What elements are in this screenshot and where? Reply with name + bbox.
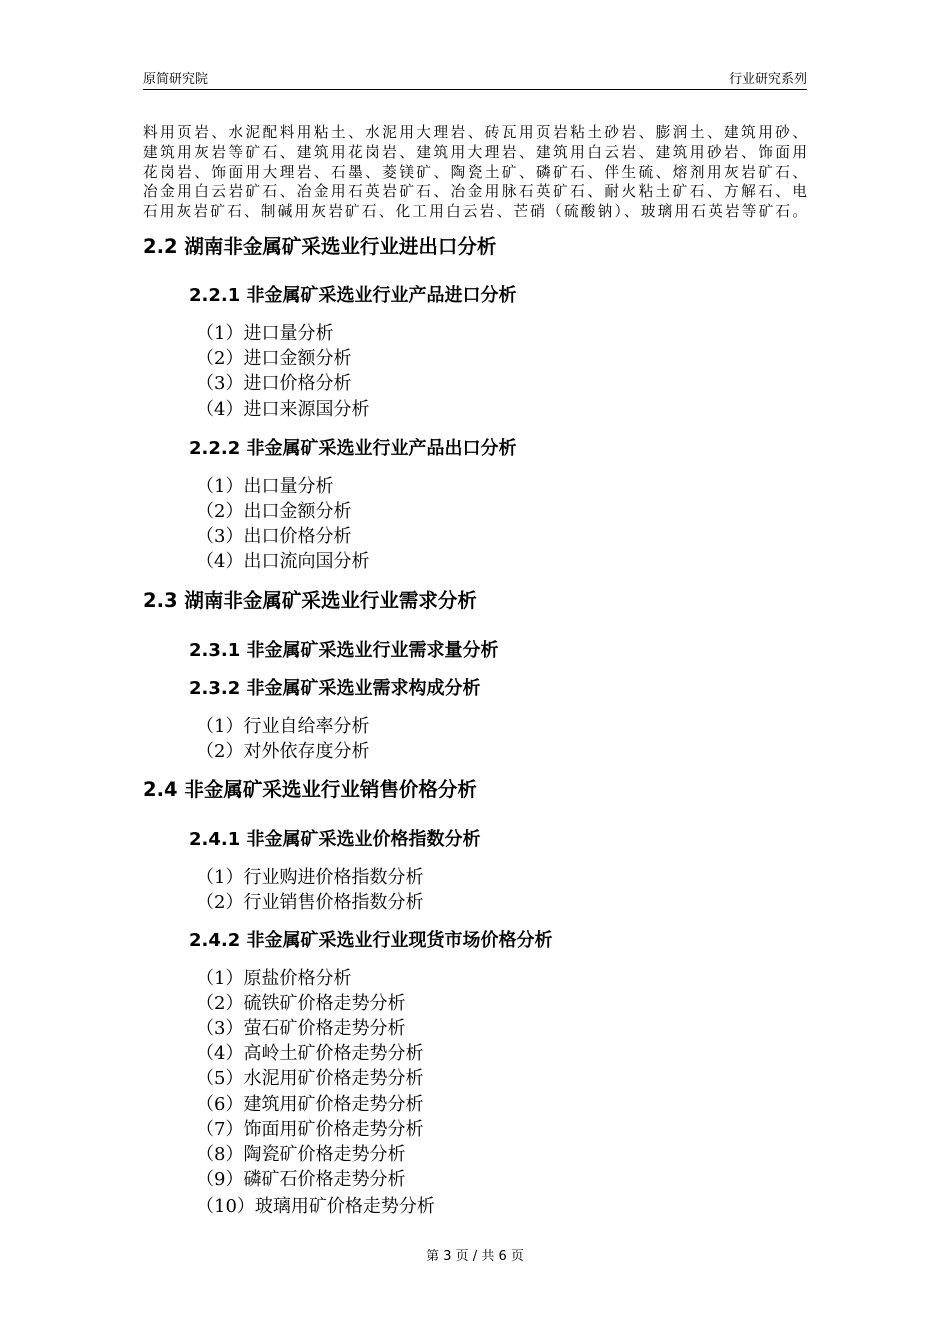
list-item: （1）行业自给率分析 [196,716,370,737]
list-item: （1）进口量分析 [196,323,334,344]
list-item: （2）硫铁矿价格走势分析 [196,993,406,1014]
list-item: （4）高岭土矿价格走势分析 [196,1043,424,1064]
list-item: （6）建筑用矿价格走势分析 [196,1094,424,1115]
list-item: （2）行业销售价格指数分析 [196,892,424,913]
page-number: 第 3 页 / 共 6 页 [426,1249,524,1264]
list-item: （1）出口量分析 [196,476,334,497]
paragraph-line: 建筑用灰岩等矿石、建筑用花岗岩、建筑用大理岩、建筑用白云岩、建筑用砂岩、饰面用 [143,144,807,161]
list-item: （1）行业购进价格指数分析 [196,867,424,888]
subsection-heading: 2.3.2 非金属矿采选业需求构成分析 [189,678,481,699]
list-item: （10）玻璃用矿价格走势分析 [196,1196,435,1217]
list-item: （3）出口价格分析 [196,526,352,547]
section-heading: 2.3 湖南非金属矿采选业行业需求分析 [143,589,477,612]
list-item: （2）进口金额分析 [196,348,352,369]
list-item: （3）萤石矿价格走势分析 [196,1018,406,1039]
section-heading: 2.4 非金属矿采选业行业销售价格分析 [143,778,477,801]
subsection-heading: 2.2.2 非金属矿采选业行业产品出口分析 [189,438,517,459]
section-heading: 2.2 湖南非金属矿采选业行业进出口分析 [143,235,497,258]
paragraph-line: 料用页岩、水泥配料用粘土、水泥用大理岩、砖瓦用页岩粘土砂岩、膨润土、建筑用砂、 [143,124,807,141]
paragraph-line: 冶金用白云岩矿石、冶金用石英岩矿石、冶金用脉石英矿石、耐火粘土矿石、方解石、电 [143,183,807,200]
subsection-heading: 2.4.1 非金属矿采选业价格指数分析 [189,829,481,850]
subsection-heading: 2.4.2 非金属矿采选业行业现货市场价格分析 [189,930,553,951]
list-item: （4）出口流向国分析 [196,551,370,572]
header-series-name: 行业研究系列 [728,72,807,87]
list-item: （5）水泥用矿价格走势分析 [196,1068,424,1089]
list-item: （7）饰面用矿价格走势分析 [196,1119,424,1140]
header-divider [143,89,807,90]
header-org-name: 原简研究院 [143,72,209,87]
list-item: （9）磷矿石价格走势分析 [196,1169,406,1190]
list-item: （1）原盐价格分析 [196,968,352,989]
paragraph-line: 石用灰岩矿石、制碱用灰岩矿石、化工用白云岩、芒硝（硫酸钠）、玻璃用石英岩等矿石。 [143,203,807,220]
list-item: （2）对外依存度分析 [196,741,370,762]
subsection-heading: 2.3.1 非金属矿采选业行业需求量分析 [189,640,499,661]
paragraph-line: 花岗岩、饰面用大理岩、石墨、菱镁矿、陶瓷土矿、磷矿石、伴生硫、熔剂用灰岩矿石、 [143,164,807,181]
subsection-heading: 2.2.1 非金属矿采选业行业产品进口分析 [189,285,517,306]
list-item: （3）进口价格分析 [196,373,352,394]
list-item: （2）出口金额分析 [196,501,352,522]
list-item: （4）进口来源国分析 [196,399,370,420]
list-item: （8）陶瓷矿价格走势分析 [196,1144,406,1165]
